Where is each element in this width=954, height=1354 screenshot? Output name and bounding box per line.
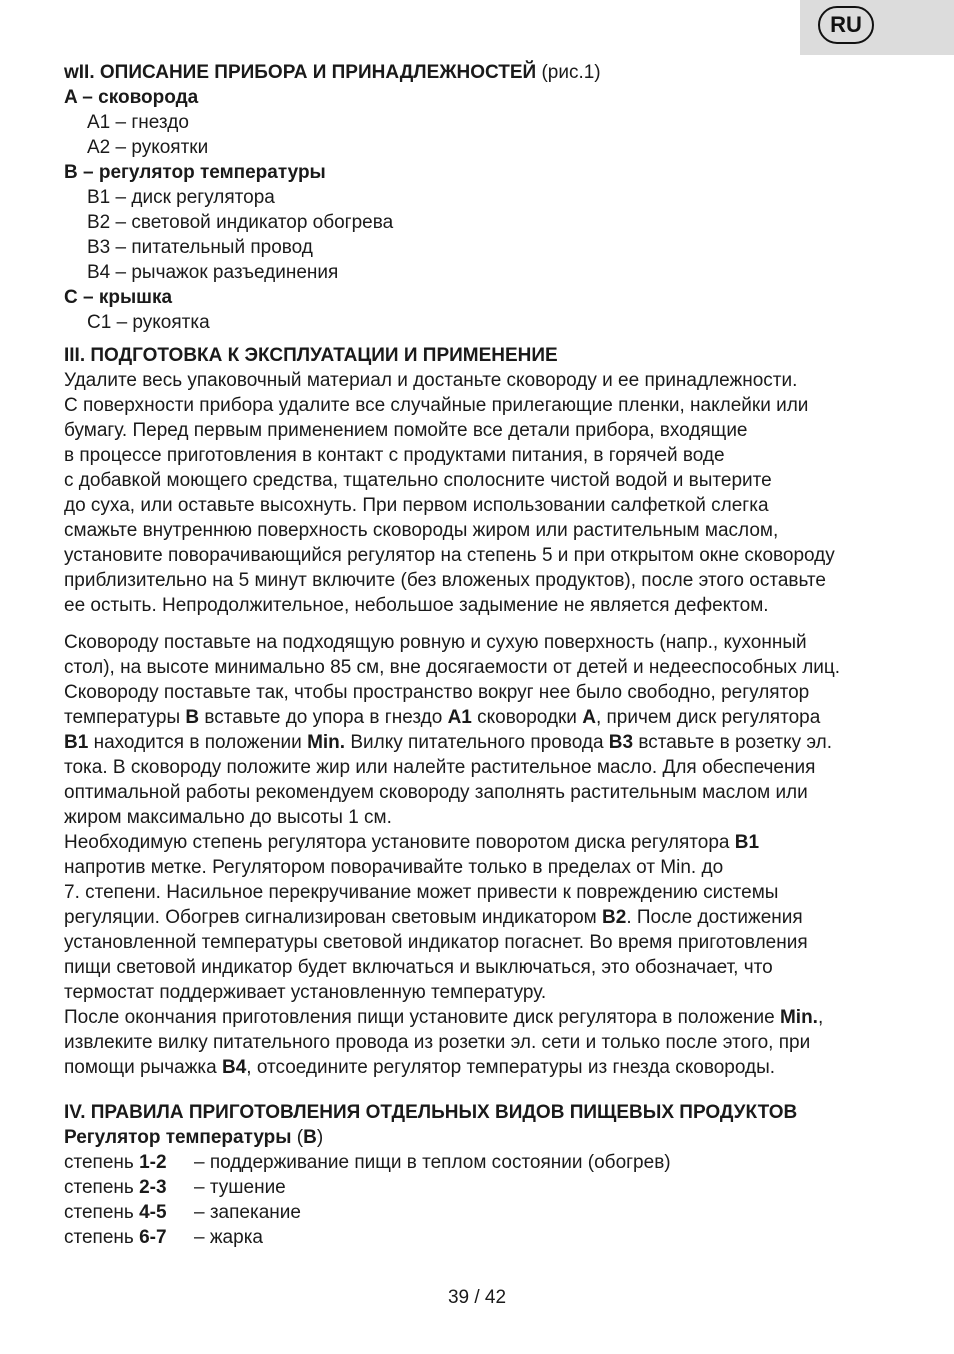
group-c-title: C – крышка xyxy=(64,287,173,308)
text-line: ее остыть. Непродолжительное, небольшое задымение не является дефектом. xyxy=(64,595,769,616)
list-item: B1 – диск регулятора xyxy=(87,187,275,208)
text-line: B1 находится в положении Min. Вилку питательного провода B3 вставьте в розетку эл. xyxy=(64,732,833,753)
text-line: жиром максимально до высоты 1 см. xyxy=(64,807,392,828)
degree-row: степень 6-7 – жарка xyxy=(64,1227,263,1248)
text-line: стол), на высоте минимально 85 см, вне досягаемости от детей и недееспособных лиц. xyxy=(64,657,841,678)
section-3-heading: III. ПОДГОТОВКА К ЭКСПЛУАТАЦИИ И ПРИМЕНЕНИЕ xyxy=(64,345,558,366)
text-line: пищи световой индикатор будет включаться и выключаться, это обозначает, что xyxy=(64,957,773,978)
list-item: A2 – рукоятки xyxy=(87,137,209,158)
text-line: Необходимую степень регулятора установите поворотом диска регулятора B1 xyxy=(64,832,760,853)
list-item: B4 – рычажок разъединения xyxy=(87,262,339,283)
section-4-heading: IV. ПРАВИЛА ПРИГОТОВЛЕНИЯ ОТДЕЛЬНЫХ ВИДОВ ПИЩЕВЫХ ПРОДУКТОВ xyxy=(64,1102,798,1123)
text-line: термостат поддерживает установленную температуру. xyxy=(64,982,547,1003)
text-line: Удалите весь упаковочный материал и достаньте сковороду и ее принадлежности. xyxy=(64,370,798,391)
text-line: установите поворачивающийся регулятор на степень 5 и при открытом окне сковороду xyxy=(64,545,835,566)
text-line: помощи рычажка B4, отсоедините регулятор температуры из гнезда сковороды. xyxy=(64,1057,776,1078)
text-line: смажьте внутреннюю поверхность сковороды жиром или растительным маслом, xyxy=(64,520,779,541)
degree-row: степень 2-3 – тушение xyxy=(64,1177,286,1198)
text-line: Сковороду поставьте так, чтобы пространство вокруг нее было свободно, регулятор xyxy=(64,682,810,703)
list-item: C1 – рукоятка xyxy=(87,312,210,333)
group-a-title: A – сковорода xyxy=(64,87,199,108)
text-line: После окончания приготовления пищи установите диск регулятора в положение Min., xyxy=(64,1007,824,1028)
text-line: приблизительно на 5 минут включите (без вложеных продуктов), после этого оставьте xyxy=(64,570,826,591)
section-4-subheading: Регулятор температуры (B) xyxy=(64,1127,324,1148)
text-line: до суха, или оставьте высохнуть. При первом использовании салфеткой слегка xyxy=(64,495,769,516)
text-line: напротив метке. Регулятором поворачивайте только в пределах от Min. до xyxy=(64,857,724,878)
language-badge: RU xyxy=(818,6,874,44)
text-line: установленной температуры световой индикатор погаснет. Во время приготовления xyxy=(64,932,808,953)
text-line: температуры B вставьте до упора в гнездо A1 сковородки A, причем диск регулятора xyxy=(64,707,821,728)
text-line: С поверхности прибора удалите все случайные прилегающие пленки, наклейки или xyxy=(64,395,809,416)
text-line: тока. В сковороду положите жир или налейте растительное масло. Для обеспечения xyxy=(64,757,816,778)
list-item: A1 – гнездо xyxy=(87,112,189,133)
text-line: регуляции. Обогрев сигнализирован световым индикатором B2. После достижения xyxy=(64,907,803,928)
text-line: извлеките вилку питательного провода из розетки эл. сети и только после этого, при xyxy=(64,1032,811,1053)
degree-row: степень 4-5 – запекание xyxy=(64,1202,301,1223)
text-line: в процессе приготовления в контакт с продуктами питания, в горячей воде xyxy=(64,445,725,466)
text-line: с добавкой моющего средства, тщательно сполосните чистой водой и вытерите xyxy=(64,470,772,491)
group-b-title: B – регулятор температуры xyxy=(64,162,326,183)
degree-row: степень 1-2 – поддерживание пищи в теплом состоянии (обогрев) xyxy=(64,1152,671,1173)
text-line: оптимальной работы рекомендуем сковороду заполнять растительным маслом или xyxy=(64,782,808,803)
section-3-paragraph-2 xyxy=(64,630,914,1080)
text-line: 7. степени. Насильное перекручивание может привести к повреждению системы xyxy=(64,882,779,903)
list-item: B2 – световой индикатор обогрева xyxy=(87,212,394,233)
text-line: Сковороду поставьте на подходящую ровную и сухую поверхность (напр., кухонный xyxy=(64,632,807,653)
section-2-heading: wII. ОПИСАНИЕ ПРИБОРА И ПРИНАДЛЕЖНОСТЕЙ (рис.1) xyxy=(64,62,601,83)
language-tab xyxy=(800,0,954,55)
text-line: бумагу. Перед первым применением помойте все детали прибора, входящие xyxy=(64,420,748,441)
page-number: 39 / 42 xyxy=(447,1287,507,1308)
list-item: B3 – питательный провод xyxy=(87,237,313,258)
page-content xyxy=(64,60,914,1250)
section-3-paragraph-1 xyxy=(64,368,914,618)
